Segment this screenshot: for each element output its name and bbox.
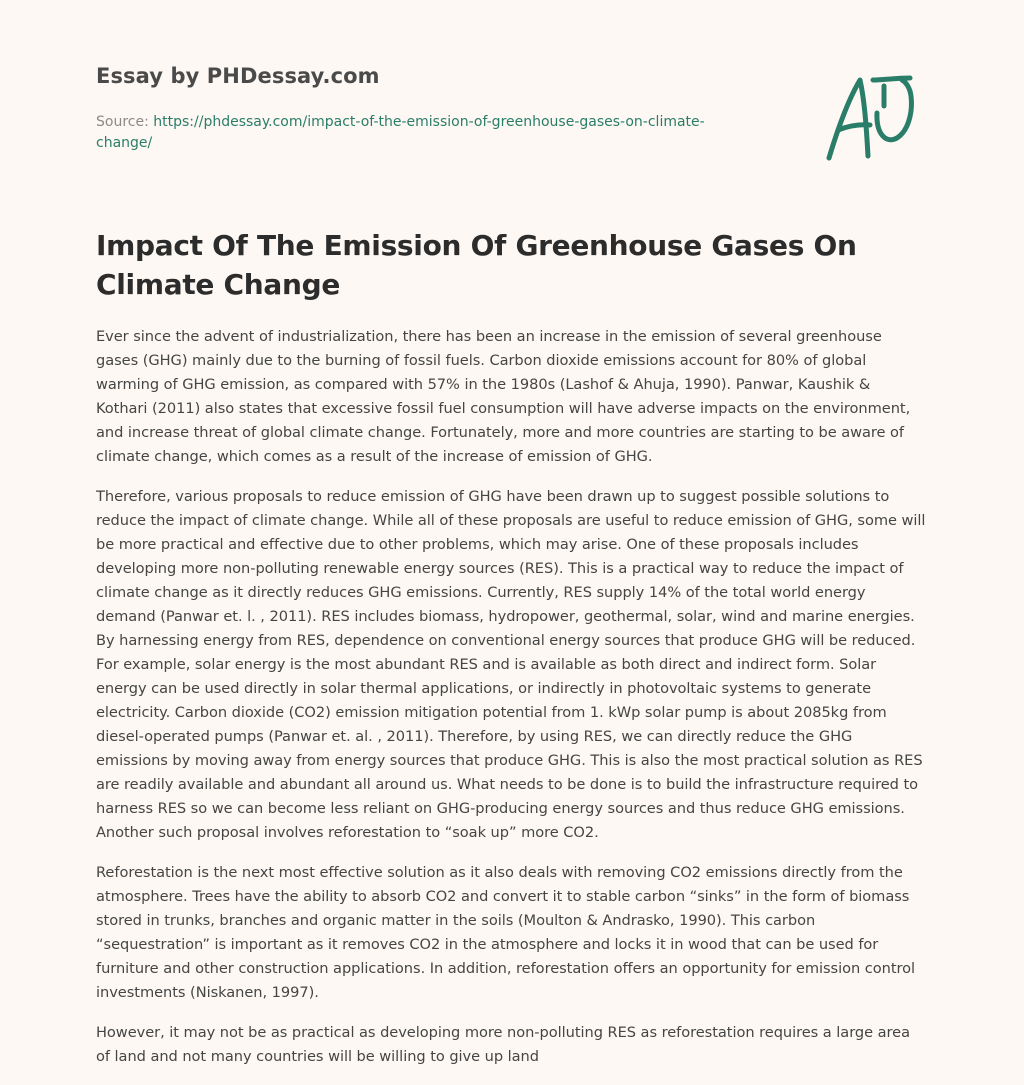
essay-paragraph: Ever since the advent of industrialization, there has been an increase in the emission of several greenhouse gases (GHG) mainly due to the burning of fossil fuels. Carbon dioxide emissions account for 80% of global warming of GHG emission, as compared with 57% in the 1980s (Lashof & Ahuja, 1990). Panwar, Kaushik & Kothari (2011) also states that excessive fossil fuel consumption will have adverse impacts on the environment, and increase threat of global climate change. Fortunately, more and more countries are starting to be aware of climate change, which comes as a result of the increase of emission of GHG.: [96, 328, 911, 465]
essay-title: Impact Of The Emission Of Greenhouse Gases On Climate Change: [96, 229, 857, 301]
essay-paragraph: Reforestation is the next most effective solution as it also deals with removing CO2 emissions directly from the atmosphere. Trees have the ability to absorb CO2 and convert it to stable carbon “sinks” in the form of biomass stored in trunks, branches and organic matter in the soils (Moulton & Andrasko, 1990). This carbon “sequestration” is important as it removes CO2 in the atmosphere and locks it in wood that can be used for furniture and other construction applications. In addition, reforestation offers an opportunity for emission control investments (Niskanen, 1997).: [96, 864, 916, 1001]
source-link[interactable]: https://phdessay.com/impact-of-the-emission-of-greenhouse-gases-on-climate-change/: [96, 114, 705, 151]
a-plus-logo-icon: [818, 68, 930, 168]
essay-paragraph: However, it may not be as practical as developing more non-polluting RES as reforestation requires a large area of land and not many countries will be willing to give up land: [96, 1024, 910, 1065]
site-title: Essay by PHDessay.com: [96, 64, 380, 88]
source-label: Source:: [96, 114, 149, 130]
essay-body: [96, 325, 926, 1085]
essay-paragraph: Therefore, various proposals to reduce emission of GHG have been drawn up to suggest possible solutions to reduce the impact of climate change. While all of these proposals are useful to reduce emission of GHG, some will be more practical and effective due to other problems, which may arise. One of these proposals includes developing more non-polluting renewable energy sources (RES). This is a practical way to reduce the impact of climate change as it directly reduces GHG emissions. Currently, RES supply 14% of the total world energy demand (Panwar et. l. , 2011). RES includes biomass, hydropower, geothermal, solar, wind and marine energies. By harnessing energy from RES, dependence on conventional energy sources that produce GHG will be reduced. For example, solar energy is the most abundant RES and is available as both direct and indirect form. Solar energy can be used directly in solar thermal applications, or indirectly in photovoltaic systems to generate electricity. Carbon dioxide (CO2) emission mitigation potential from 1. kWp solar pump is about 2085kg from diesel-operated pumps (Panwar et. al. , 2011). Therefore, by using RES, we can directly reduce the GHG emissions by moving away from energy sources that produce GHG. This is also the most practical solution as RES are readily available and abundant all around us. What needs to be done is to build the infrastructure required to harness RES so we can become less reliant on GHG-producing energy sources and thus reduce GHG emissions. Another such proposal involves reforestation to “soak up” more CO2.: [96, 488, 926, 841]
source-line: [96, 112, 756, 154]
